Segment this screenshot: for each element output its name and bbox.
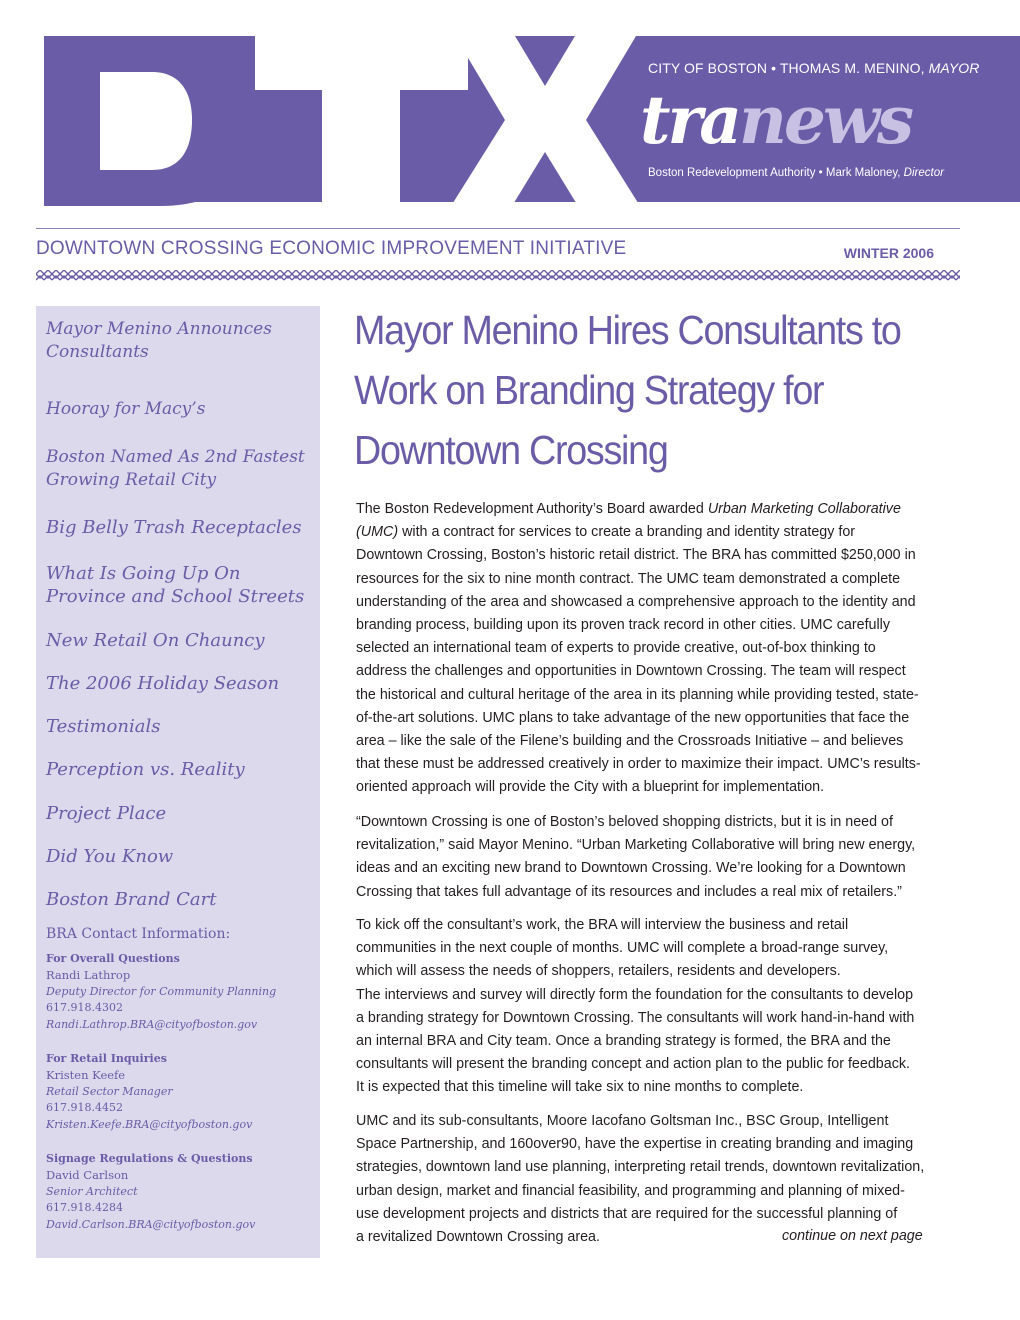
article-headline [354, 300, 943, 480]
body-line: The Boston Redevelopment Authority’s Board awarded Urban Marketing Collaborative [356, 501, 901, 517]
toc-item-consultants[interactable]: Mayor Menino Announces Consultants [46, 319, 272, 362]
body-line: The interviews and survey will directly form the foundation for the consultants to develop [356, 986, 914, 1003]
body-line: oriented approach will provide the City with a blueprint for implementation. [356, 779, 825, 796]
body-line: the historical and cultural heritage of the area in its planning while providing tested, state- [356, 686, 919, 703]
body-line: Crossing that takes full advantage of its resources and includes a real mix of retailers.” [356, 883, 902, 900]
continue-link[interactable]: continue on next page [782, 1228, 923, 1244]
sidebar [36, 306, 320, 1258]
article-paragraph-3 [356, 914, 968, 1100]
toc-item-perception[interactable]: Perception vs. Reality [46, 759, 245, 780]
body-line: Space Partnership, and 160over90, have the expertise in creating branding and imaging [356, 1136, 914, 1153]
body-line: (UMC) with a contract for services to create a branding and identity strategy for [356, 524, 856, 541]
masthead [0, 0, 1020, 210]
contact-title: Retail Sector Manager [46, 1085, 173, 1098]
headline-line: Work on Branding Strategy for [354, 367, 824, 413]
contact-phone: 617.918.4284 [46, 1201, 123, 1214]
publication-title: tranews [640, 81, 911, 159]
headline-line: Mayor Menino Hires Consultants to [354, 307, 901, 353]
contact-phone: 617.918.4452 [46, 1101, 123, 1114]
body-line: branding process, building upon its proven track record in other cities. UMC carefully [356, 617, 891, 634]
city-line: CITY OF BOSTON • THOMAS M. MENINO, MAYOR [648, 60, 980, 76]
contact-email[interactable]: Kristen.Keefe.BRA@cityofboston.gov [46, 1118, 253, 1131]
body-line: a branding strategy for Downtown Crossing. The consultants will work hand-in-hand with [356, 1009, 915, 1026]
initiative-title: DOWNTOWN CROSSING ECONOMIC IMPROVEMENT INITIATIVE [36, 238, 627, 259]
toc-item-macys[interactable]: Hooray for Macy’s [46, 399, 206, 419]
contact-title: Senior Architect [46, 1185, 138, 1198]
contact-label: For Retail Inquiries [46, 1052, 167, 1065]
article-paragraph-2 [356, 811, 968, 904]
body-line: address the challenges and opportunities in Downtown Crossing. The team will respect [356, 663, 906, 680]
body-line: an internal BRA and City team. Once a branding strategy is formed, the BRA and the [356, 1033, 891, 1050]
body-line: resources for the six to nine month contract. The UMC team demonstrated a complete [356, 570, 901, 587]
body-line: which will assess the needs of shoppers, retailers, residents and developers. [356, 963, 841, 980]
body-line: understanding of the area and showcased a comprehensive approach to the identity and [356, 593, 916, 610]
zigzag-divider [36, 270, 960, 284]
toc-item-project-place[interactable]: Project Place [46, 803, 167, 824]
contact-phone: 617.918.4302 [46, 1001, 123, 1014]
contact-title: Deputy Director for Community Planning [46, 985, 277, 998]
contact-name: David Carlson [46, 1168, 129, 1182]
contact-label: Signage Regulations & Questions [46, 1152, 253, 1165]
body-line: of-the-art solutions. UMC plans to take advantage of the new opportunities that face the [356, 709, 910, 726]
contact-label: For Overall Questions [46, 952, 180, 965]
toc-item-province-school[interactable]: What Is Going Up On Province and School Streets [46, 563, 305, 607]
body-line: ideas and an exciting new brand to Downtown Crossing. We’re looking for a Downtown [356, 860, 906, 877]
body-line: To kick off the consultant’s work, the BRA will interview the business and retail [356, 917, 849, 933]
body-line: selected an international team of experts to provide creative, out-of-box thinking to [356, 640, 876, 657]
toc-item-testimonials[interactable]: Testimonials [46, 716, 161, 737]
contact-heading: BRA Contact Information: [46, 926, 231, 942]
body-line: strategies, downtown land use planning, interpreting retail trends, downtown revitalization, [356, 1159, 925, 1176]
article-paragraph-1 [356, 498, 968, 800]
body-line: that these must be addressed creatively in order to maximize their impact. UMC’s results- [356, 756, 921, 773]
toc-item-retail-city[interactable]: Boston Named As 2nd Fastest Growing Retail City [46, 447, 305, 490]
body-line: UMC and its sub-consultants, Moore Iacofano Goltsman Inc., BSC Group, Intelligent [356, 1113, 889, 1129]
body-line: Downtown Crossing, Boston’s historic retail district. The BRA has committed $250,000 in [356, 547, 916, 564]
toc-item-brand-cart[interactable]: Boston Brand Cart [46, 889, 217, 910]
body-line: It is expected that this timeline will take six to nine months to complete. [356, 1079, 804, 1096]
contact-email[interactable]: David.Carlson.BRA@cityofboston.gov [46, 1218, 256, 1231]
body-line: a revitalized Downtown Crossing area. [356, 1229, 600, 1246]
toc-item-did-you-know[interactable]: Did You Know [46, 846, 174, 867]
body-line: “Downtown Crossing is one of Boston’s beloved shopping districts, but it is in need of [356, 814, 893, 830]
headline-line: Downtown Crossing [354, 427, 668, 473]
bra-line: Boston Redevelopment Authority • Mark Maloney, Director [648, 167, 944, 179]
contact-name: Kristen Keefe [46, 1068, 126, 1082]
toc-item-chauncy[interactable]: New Retail On Chauncy [46, 630, 265, 651]
contact-email[interactable]: Randi.Lathrop.BRA@cityofboston.gov [46, 1018, 258, 1031]
body-line: consultants will present the branding concept and action plan to the public for feedback. [356, 1056, 910, 1073]
body-line: use development projects and districts that are required for the successful planning of [356, 1205, 898, 1222]
body-line: urban design, market and financial feasibility, and programming and planning of mixed- [356, 1182, 905, 1199]
toc-item-holiday[interactable]: The 2006 Holiday Season [46, 673, 280, 694]
body-line: area – like the sale of the Filene’s building and the Crossroads Initiative – and believes [356, 733, 904, 750]
body-line: revitalization,” said Mayor Menino. “Urban Marketing Collaborative will bring new energy, [356, 837, 916, 854]
contact-name: Randi Lathrop [46, 968, 131, 982]
issue-season: WINTER 2006 [843, 245, 934, 261]
divider [36, 228, 960, 229]
body-line: communities in the next couple of months. UMC will complete a broad-range survey, [356, 940, 889, 957]
toc-item-big-belly[interactable]: Big Belly Trash Receptacles [46, 517, 302, 538]
